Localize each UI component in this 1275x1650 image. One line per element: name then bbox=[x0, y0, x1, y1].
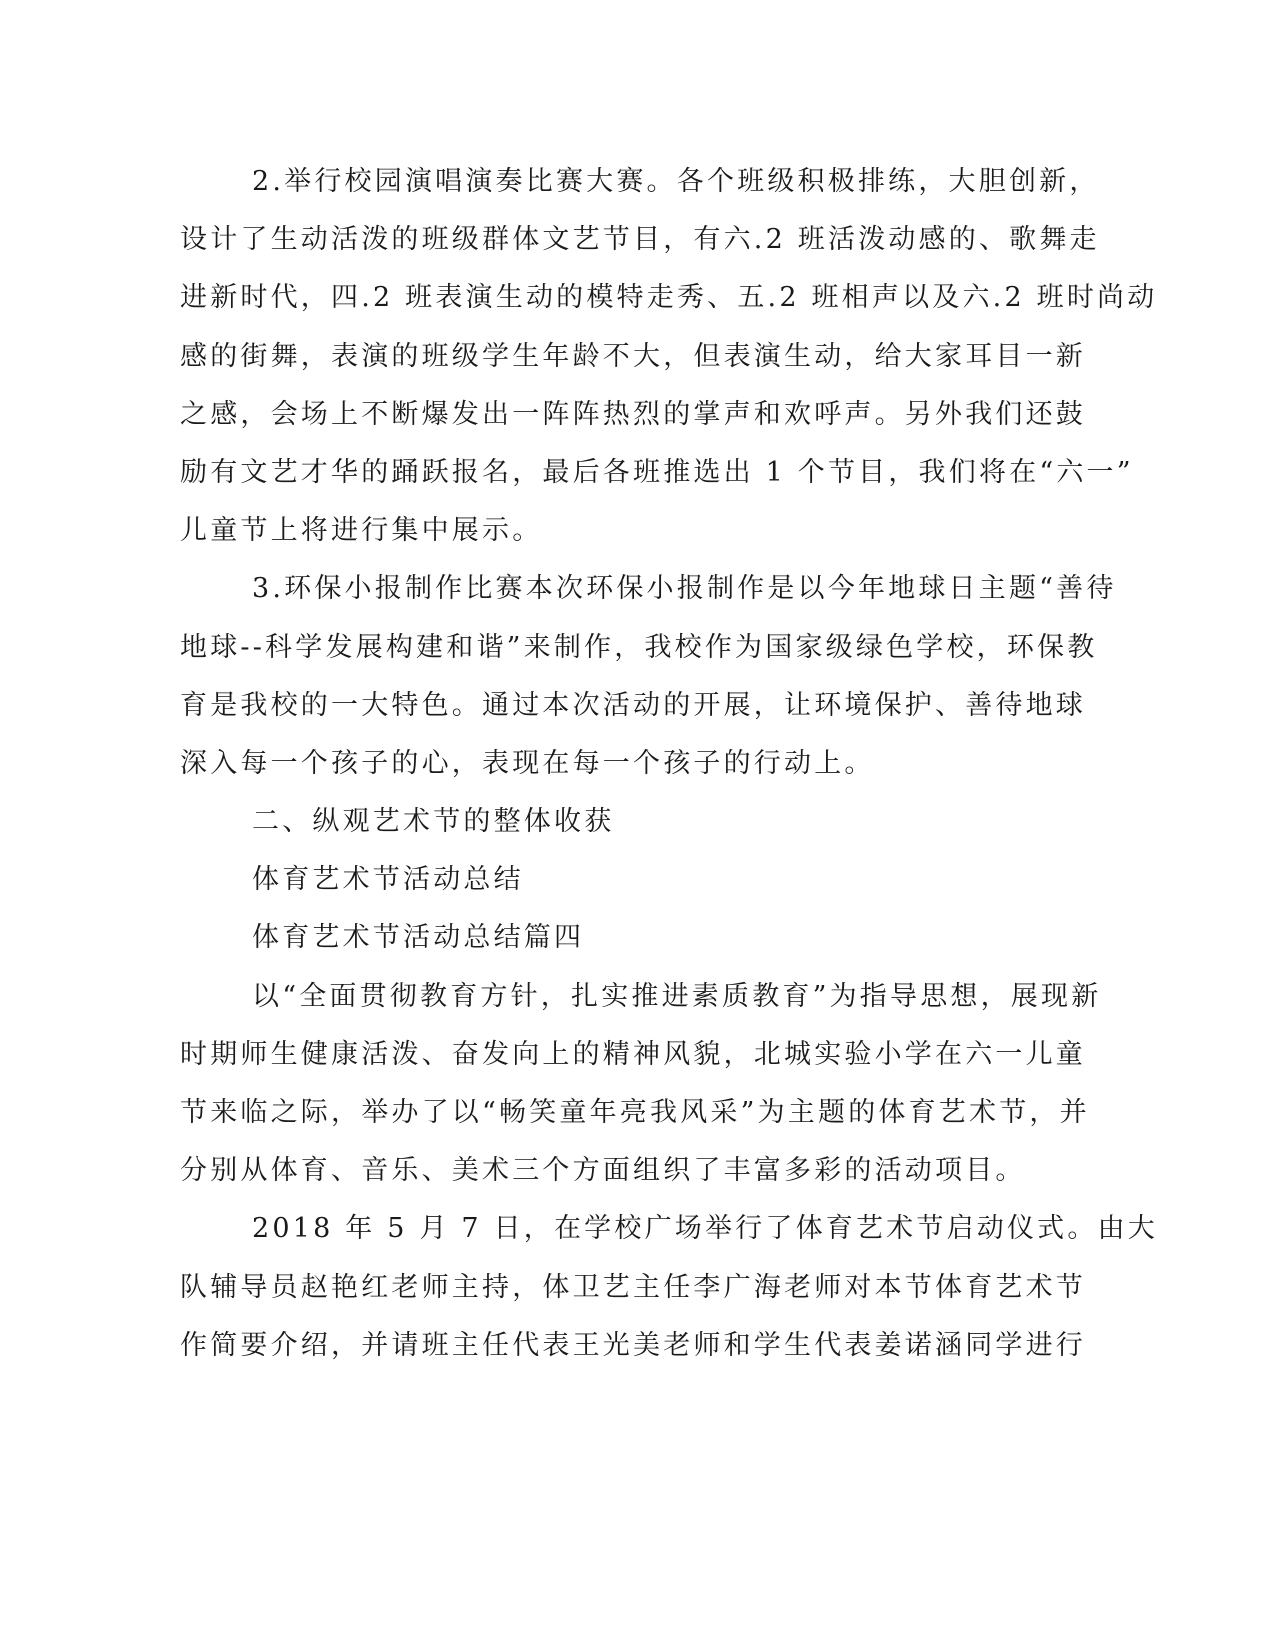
text-line: 作简要介绍，并请班主任代表王光美老师和学生代表姜诺涵同学进行 bbox=[180, 1329, 1086, 1361]
text-line: 以“全面贯彻教育方针，扎实推进素质教育”为指导思想，展现新 bbox=[252, 980, 1102, 1012]
text-line: 地球--科学发展构建和谐”来制作，我校作为国家级绿色学校，环保教 bbox=[180, 631, 1098, 663]
text-line: 时期师生健康活泼、奋发向上的精神风貌，北城实验小学在六一儿童 bbox=[180, 1038, 1086, 1070]
text-line: 深入每一个孩子的心，表现在每一个孩子的行动上。 bbox=[180, 747, 875, 779]
text-line: 队辅导员赵艳红老师主持，体卫艺主任李广海老师对本节体育艺术节 bbox=[180, 1271, 1086, 1303]
text-line: 儿童节上将进行集中展示。 bbox=[180, 515, 543, 547]
article-title: 体育艺术节活动总结 bbox=[252, 864, 524, 896]
text-line: 感的街舞，表演的班级学生年龄不大，但表演生动，给大家耳目一新 bbox=[180, 340, 1086, 372]
text-line: 设计了生动活泼的班级群体文艺节目，有六.2 班活泼动感的、歌舞走 bbox=[180, 224, 1100, 256]
text-line: 之感，会场上不断爆发出一阵阵热烈的掌声和欢呼声。另外我们还鼓 bbox=[180, 398, 1086, 430]
text-line: 节来临之际，举办了以“畅笑童年亮我风采”为主题的体育艺术节，并 bbox=[180, 1097, 1090, 1128]
text-line: 励有文艺才华的踊跃报名，最后各班推选出 1 个节目，我们将在“六一” bbox=[180, 456, 1134, 488]
section-heading: 二、纵观艺术节的整体收获 bbox=[252, 806, 615, 838]
article-subtitle: 体育艺术节活动总结篇四 bbox=[252, 922, 585, 954]
text-line: 2.举行校园演唱演奏比赛大赛。各个班级积极排练，大胆创新， bbox=[252, 166, 1100, 197]
text-line: 育是我校的一大特色。通过本次活动的开展，让环境保护、善待地球 bbox=[180, 689, 1086, 721]
text-line: 2018 年 5 月 7 日，在学校广场举行了体育艺术节启动仪式。由大 bbox=[252, 1213, 1158, 1245]
text-line: 进新时代，四.2 班表演生动的模特走秀、五.2 班相声以及六.2 班时尚动 bbox=[180, 282, 1158, 314]
text-line: 3.环保小报制作比赛本次环保小报制作是以今年地球日主题“善待 bbox=[252, 573, 1117, 605]
text-line: 分别从体育、音乐、美术三个方面组织了丰富多彩的活动项目。 bbox=[180, 1155, 1026, 1187]
document-page bbox=[180, 153, 1158, 1375]
